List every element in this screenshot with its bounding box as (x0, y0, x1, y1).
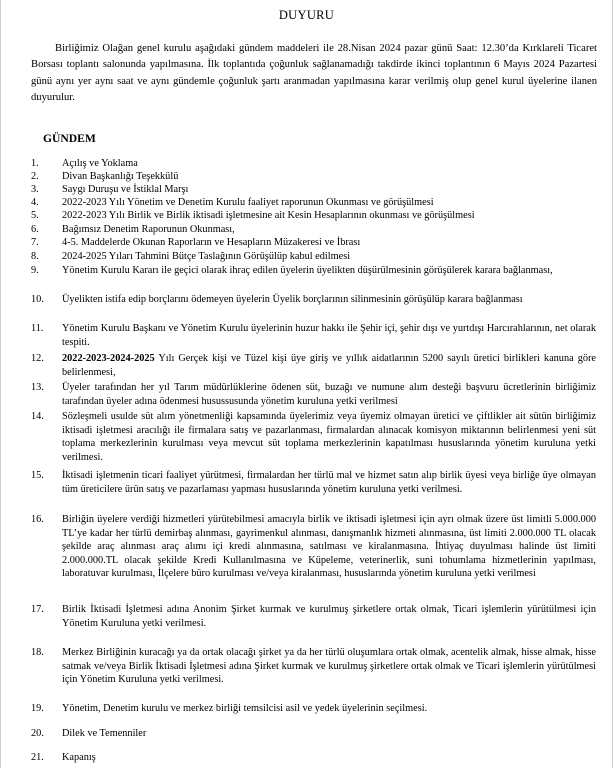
agenda-item (31, 157, 596, 171)
agenda-item (31, 250, 596, 264)
agenda-item-number: 4. (31, 197, 39, 208)
agenda-item-text: 2024-2025 Yıları Tahmini Bütçe Taslağının Görüşülüp kabul edilmesi (62, 251, 351, 262)
agenda-item (31, 727, 596, 741)
agenda-item-text: Açılış ve Yoklama (62, 158, 138, 169)
agenda-item-number: 2. (31, 171, 39, 182)
agenda-item (31, 751, 596, 765)
agenda-item-text: 2022-2023 Yılı Yönetim ve Denetim Kurulu faaliyet raporunun Okunması ve görüşülmesi (62, 197, 434, 208)
agenda-item-number: 5. (31, 210, 39, 221)
agenda-item (31, 196, 596, 210)
agenda-item-number: 19. (31, 703, 44, 714)
agenda-item-text: Kapanış (62, 752, 96, 763)
agenda-item-text: Birliğin üyelere verdiği hizmetleri yürütebilmesi amacıyla birlik ve iktisadi işletmesi için ayrı olmak üzere üst limitli 5.000.000 TL’ye kadar her türlü demirbaş alınması, gayrimenkul alınması, danışmanlık hizmeti alınmasına, üst limiti 2.000.000 TL olacak şekilde araç alınması araç alımı içi kredi alınmasına, satılması ve kiralanmasına. İhtiyaç duyulması halinde üst limiti 2.000.000.TL olacak şekilde Kredi Kullanılmasına ve Küpeleme, veterinerlik, suni tohumlama hizmetlerinin yapılması, laboratuvar kurulması, İlçelere büro kurulması ve/veya kiralanması, hususlarında yönetim kuruluna yetki verilmesi (62, 514, 596, 580)
agenda-item-text: 4-5. Maddelerde Okunan Raporların ve Hesapların Müzakeresi ve İbrası (62, 237, 361, 248)
agenda-item-number: 18. (31, 647, 44, 658)
agenda-item-number: 11. (31, 323, 44, 334)
agenda-item-text: Yönetim, Denetim kurulu ve merkez birliği temsilcisi asil ve yedek üyelerinin seçilmesi. (62, 703, 428, 714)
agenda-item-number: 3. (31, 184, 39, 195)
agenda-item-text: Birlik İktisadi İşletmesi adına Anonim Şirket kurmak ve kurulmuş şirketlere ortak olmak, Ticari işlemlerin yürütülmesi için Yönetim Kuruluna yetki verilmesi. (62, 604, 596, 629)
agenda-item (31, 293, 596, 307)
agenda-item (31, 513, 596, 581)
agenda-item-number: 20. (31, 728, 44, 739)
agenda-item-text: Yönetim Kurulu Başkanı ve Yönetim Kurulu üyelerinin huzur hakkı ile Şehir içi, şehir dışı ve yurtdışı Harcırahlarının, net olarak tespiti. (62, 323, 596, 348)
agenda-item-text: Üyeler tarafından her yıl Tarım müdürlüklerine ödenen süt, buzağı ve numune alım desteği başvuru ücretlerinin birliğimiz tarafından üyeler adına ödenmesi husussusunda yönetim kuruluna yetki verilmesi (62, 382, 596, 407)
agenda-item-text: İktisadi işletmenin ticari faaliyet yürütmesi, firmalardan her türlü mal ve hizmet satın alıp birlik üyesi veya birliğe üye olmayan tüm üreticilere ürün satış ve pazarlaması yapması hususlarında yönetim kuruluna yetki verilmesi. (62, 470, 596, 495)
agenda-item (31, 702, 596, 716)
agenda-item (31, 603, 596, 630)
agenda-item-text: Dilek ve Temenniler (62, 728, 147, 739)
agenda-item-text: Saygı Duruşu ve İstiklal Marşı (62, 184, 189, 195)
agenda-item-number: 10. (31, 294, 44, 305)
agenda-item (31, 352, 596, 379)
agenda-item-text: 2022-2023 Yılı Birlik ve Birlik iktisadi işletmesine ait Kesin Hesaplarının okunması ve görüşülmesi (62, 210, 475, 221)
agenda-item-text (62, 352, 596, 379)
page-border-left (0, 0, 1, 768)
agenda-item-number: 16. (31, 514, 44, 525)
agenda-item (31, 209, 596, 223)
document-title: DUYURU (278, 8, 335, 22)
agenda-item-number: 9. (31, 265, 39, 276)
agenda-item (31, 223, 596, 237)
agenda-item (31, 183, 596, 197)
agenda-item-text: Üyelikten istifa edip borçlarını ödemeyen üyelerin Üyelik borçlarının silinmesinin görüşülüp karara bağlanması (62, 294, 523, 305)
agenda-item-text: Merkez Birliğinin kuracağı ya da ortak olacağı şirket ya da her türlü oluşumlara ortak olmak, acentelik almak, hisse almak, hisse satmak ve/veya Birlik İktisadi İşletmesi adına Şirket kurmak ve kurulmuş şirketlere ortak olmak ve Ticari işlemlerin yürütülmesi için Yönetim Kuruluna yetki verilmesi. (62, 647, 596, 686)
agenda-item-number: 14. (31, 411, 44, 422)
agenda-item-number: 1. (31, 158, 39, 169)
agenda-item-text: Yönetim Kurulu Kararı ile geçici olarak ihraç edilen üyelerin üyelikten düşürülmesinin görüşülerek karara bağlanması, (62, 265, 553, 276)
agenda-item (31, 381, 596, 408)
agenda-item-text: Divan Başkanlığı Teşekkülü (62, 171, 179, 182)
agenda-item-text: Sözleşmeli usulde süt alım yönetmenliği kapsamında üyelerimiz veya üyemiz olmayan üretici ve çiftlikler ait sütün birliğimiz iktisadi işletmesi aracılığı ile firmalara satış ve pazarlanması, firmalardan alınacak komisyon miktarının belirlenmesi yeni süt toplama merkezlerinin kurulması veya mevcut süt toplama merkezlerinin kapatılması hususlarında yönetim kuruluna yetki verilmesi. (62, 411, 596, 463)
agenda-item (31, 646, 596, 687)
agenda-item (31, 264, 596, 278)
agenda-item-rest: Yılı Gerçek kişi ve Tüzel kişi üye giriş ve yıllık aidatlarının 5200 sayılı üretici birlikleri kanuna göre belirlenmesi, (62, 353, 596, 378)
agenda-item (31, 236, 596, 250)
agenda-item-number: 17. (31, 604, 44, 615)
agenda-item-number: 7. (31, 237, 39, 248)
intro-paragraph: Birliğimiz Olağan genel kurulu aşağıdaki gündem maddeleri ile 28.Nisan 2024 pazar günü Saat: 12.30’da Kırklareli Ticaret Borsası toplantı salonunda yapılmasına. İlk toplantıda çoğunluk sağlanamadığı takdirde ikinci toplantının 6 Mayıs 2024 Pazartesi günü aynı yer aynı saat ve aynı gündemle çoğunluk şartı aranmadan yapılmasına karar verilmiş olup genel kurul üyelerine ilanen duyurulur. (31, 43, 597, 103)
agenda-item (31, 469, 596, 496)
agenda-item-number: 21. (31, 752, 44, 763)
agenda-item (31, 410, 596, 464)
agenda-heading: GÜNDEM (43, 132, 96, 145)
agenda-item-number: 15. (31, 470, 44, 481)
agenda-item-text: Bağımsız Denetim Raporunun Okunması, (62, 224, 235, 235)
agenda-item-number: 12. (31, 353, 44, 364)
agenda-item (31, 322, 596, 349)
agenda-item-years: 2022-2023-2024-2025 (62, 353, 155, 364)
agenda-item-number: 13. (31, 382, 44, 393)
agenda-item (31, 170, 596, 184)
agenda-item-number: 8. (31, 251, 39, 262)
agenda-item-number: 6. (31, 224, 39, 235)
